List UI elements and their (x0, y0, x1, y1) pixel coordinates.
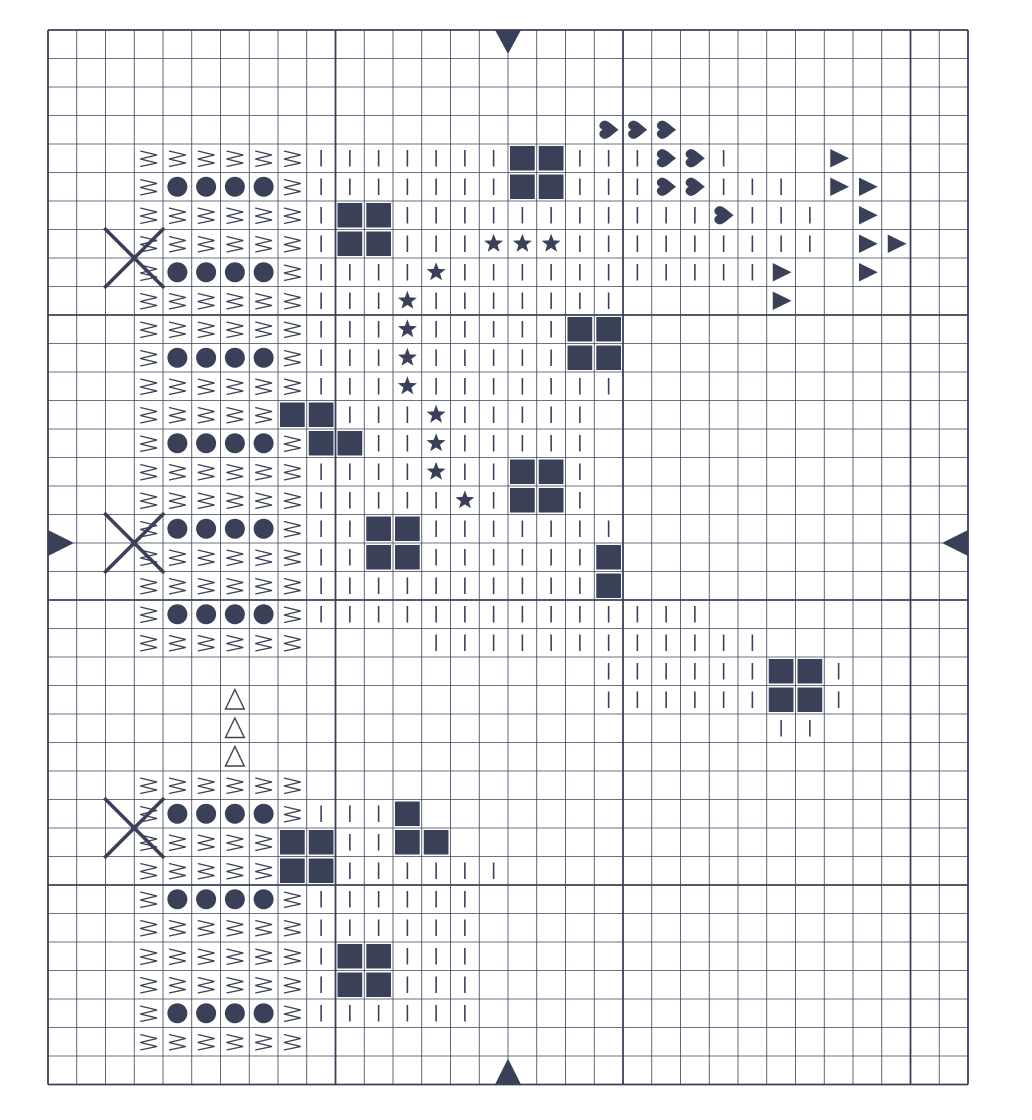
circle-stitch (254, 889, 274, 909)
filled-square-stitch (338, 203, 363, 228)
filled-square-stitch (309, 830, 334, 855)
filled-square-stitch (280, 830, 305, 855)
circle-stitch (254, 604, 274, 624)
circle-stitch (167, 889, 187, 909)
filled-square-stitch (366, 545, 391, 570)
filled-square-stitch (769, 659, 794, 684)
filled-square-stitch (539, 488, 564, 513)
circle-stitch (196, 177, 216, 197)
circle-stitch (254, 177, 274, 197)
filled-square-stitch (510, 146, 535, 171)
filled-square-stitch (338, 973, 363, 998)
filled-square-stitch (798, 659, 823, 684)
filled-square-stitch (424, 830, 449, 855)
circle-stitch (196, 262, 216, 282)
circle-stitch (225, 262, 245, 282)
circle-stitch (254, 348, 274, 368)
filled-square-stitch (280, 403, 305, 428)
circle-stitch (225, 1003, 245, 1023)
circle-stitch (196, 889, 216, 909)
circle-stitch (254, 519, 274, 539)
circle-stitch (196, 433, 216, 453)
circle-stitch (196, 604, 216, 624)
filled-square-stitch (539, 460, 564, 485)
circle-stitch (225, 804, 245, 824)
filled-square-stitch (366, 944, 391, 969)
filled-square-stitch (596, 574, 621, 599)
filled-square-stitch (366, 517, 391, 542)
filled-square-stitch (510, 460, 535, 485)
filled-square-stitch (338, 232, 363, 257)
filled-square-stitch (769, 688, 794, 713)
circle-stitch (254, 1003, 274, 1023)
circle-stitch (167, 1003, 187, 1023)
filled-square-stitch (539, 175, 564, 200)
circle-stitch (225, 604, 245, 624)
filled-square-stitch (798, 688, 823, 713)
circle-stitch (167, 433, 187, 453)
circle-stitch (196, 804, 216, 824)
filled-square-stitch (510, 488, 535, 513)
circle-stitch (167, 804, 187, 824)
filled-square-stitch (366, 203, 391, 228)
filled-square-stitch (539, 146, 564, 171)
filled-square-stitch (366, 973, 391, 998)
circle-stitch (167, 604, 187, 624)
filled-square-stitch (596, 545, 621, 570)
circle-stitch (167, 262, 187, 282)
filled-square-stitch (568, 317, 593, 342)
filled-square-stitch (338, 944, 363, 969)
filled-square-stitch (596, 346, 621, 371)
filled-square-stitch (395, 802, 420, 827)
circle-stitch (254, 433, 274, 453)
filled-square-stitch (395, 545, 420, 570)
filled-square-stitch (395, 517, 420, 542)
filled-square-stitch (280, 859, 305, 884)
circle-stitch (225, 177, 245, 197)
circle-stitch (254, 804, 274, 824)
filled-square-stitch (366, 232, 391, 257)
filled-square-stitch (510, 175, 535, 200)
circle-stitch (196, 519, 216, 539)
circle-stitch (225, 433, 245, 453)
circle-stitch (254, 262, 274, 282)
circle-stitch (225, 348, 245, 368)
circle-stitch (167, 519, 187, 539)
filled-square-stitch (395, 830, 420, 855)
circle-stitch (167, 177, 187, 197)
circle-stitch (196, 348, 216, 368)
filled-square-stitch (596, 317, 621, 342)
circle-stitch (225, 519, 245, 539)
filled-square-stitch (338, 431, 363, 456)
circle-stitch (196, 1003, 216, 1023)
filled-square-stitch (568, 346, 593, 371)
filled-square-stitch (309, 403, 334, 428)
circle-stitch (167, 348, 187, 368)
filled-square-stitch (309, 431, 334, 456)
circle-stitch (225, 889, 245, 909)
filled-square-stitch (309, 859, 334, 884)
